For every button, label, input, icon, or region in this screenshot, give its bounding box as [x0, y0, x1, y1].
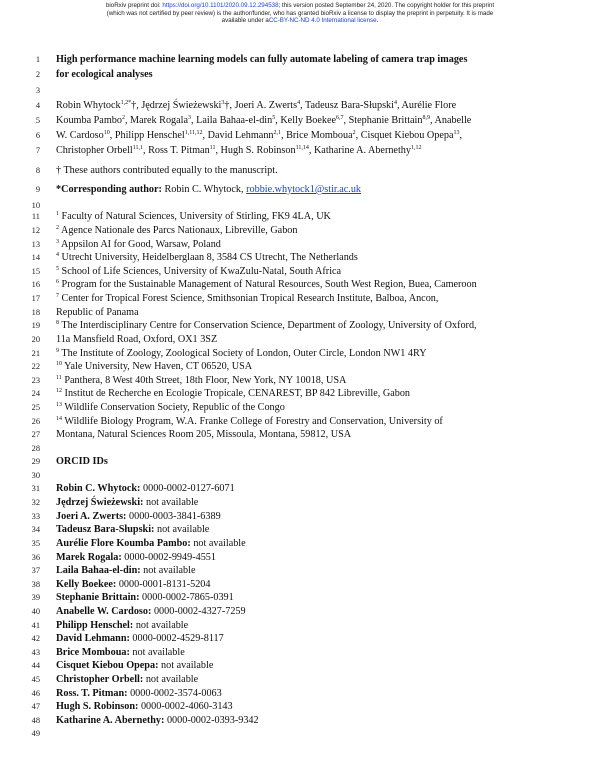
author-affil-sup: 2 — [121, 115, 125, 121]
author-sep: , — [275, 115, 281, 126]
author-sep: , — [430, 115, 435, 126]
author-sep: , — [355, 130, 361, 141]
author-name: Marek Rogala — [130, 115, 189, 126]
orcid-entry — [0, 564, 600, 578]
line-number: 27 — [31, 430, 40, 439]
affiliation-text: The Interdisciplinary Centre for Conservation Science, Department of Zoology, University of Oxford, — [61, 320, 477, 331]
author-name: Tadeusz Bara-Słupski — [305, 100, 394, 111]
author-affil-sup: 13 — [453, 130, 460, 136]
author-sep: , — [300, 100, 306, 111]
line-number: 22 — [31, 362, 40, 371]
author-affil-sup: 1,11,12 — [184, 130, 203, 136]
line-number: 11 — [31, 212, 40, 221]
affiliation-text: Program for the Sustainable Management of Natural Resources, South West Region, Buea, Cameroon — [61, 279, 477, 290]
affiliation-sup: 7 — [56, 293, 59, 299]
author-line-3 — [0, 129, 600, 143]
line-number: 24 — [31, 389, 40, 398]
affiliation-continued: Montana, Natural Sciences Room 205, Missoula, Montana, 59812, USA — [56, 429, 352, 440]
header-text: bioRxiv preprint doi: — [105, 2, 163, 9]
author-affil-sup: 11,14 — [295, 145, 309, 151]
doi-link[interactable]: https://doi.org/10.1101/2020.09.12.294538 — [162, 2, 279, 9]
orcid-entry — [0, 551, 600, 565]
author-sep: †, — [131, 100, 142, 111]
orcid-name: Philipp Henschel: — [56, 620, 134, 631]
affiliation-text: Panthera, 8 West 40th Street, 18th Floor, New York, NY 10018, USA — [64, 375, 347, 386]
orcid-name: Anabelle W. Cardoso: — [56, 606, 152, 617]
orcid-entry — [0, 496, 600, 510]
author-line-2 — [0, 114, 600, 128]
affiliation-text: Institut de Recherche en Ecologie Tropicale, CENAREST, BP 842 Libreville, Gabon — [64, 388, 411, 399]
orcid-id: not available — [129, 647, 185, 658]
author-sep: , — [308, 145, 314, 156]
line-number: 10 — [31, 201, 40, 210]
orcid-entry — [0, 659, 600, 673]
author-sep: , — [215, 145, 221, 156]
affiliation — [0, 360, 600, 374]
author-name: Robin Whytock — [56, 100, 121, 111]
line-number: 32 — [31, 498, 40, 507]
affiliation-sup: 14 — [56, 416, 62, 422]
header-text: ; this version posted September 24, 2020. The copyright holder for this preprint — [278, 2, 495, 9]
orcid-entry — [0, 523, 600, 537]
title-line-1: High performance machine learning models can fully automate labeling of camera trap images — [56, 54, 468, 65]
author-affil-sup: 8,9 — [422, 115, 430, 121]
line-number: 31 — [31, 484, 40, 493]
affiliation-sup: 9 — [56, 348, 59, 354]
orcid-id: not available — [140, 565, 196, 576]
author-affil-sup: 11,1 — [132, 145, 143, 151]
equal-contribution-note: † These authors contributed equally to the manuscript. — [56, 165, 278, 176]
orcid-name: Cisquet Kiebou Opepa: — [56, 660, 159, 671]
line-number: 6 — [35, 131, 40, 140]
orcid-name: Laila Bahaa-el-din: — [56, 565, 141, 576]
author-sep: , — [202, 130, 208, 141]
orcid-entry — [0, 632, 600, 646]
title-line-2: for ecological analyses — [56, 69, 153, 80]
author-line-1 — [0, 99, 600, 113]
orcid-name: Hugh S. Robinson: — [56, 701, 139, 712]
orcid-name: Brice Momboua: — [56, 647, 130, 658]
affiliation-sup: 8 — [56, 320, 59, 326]
affiliation-text: Agence Nationale des Parcs Nationaux, Libreville, Gabon — [60, 225, 298, 236]
affiliation-text: Appsilon AI for Good, Warsaw, Poland — [60, 239, 221, 250]
affiliation-sup: 13 — [56, 402, 62, 408]
license-link[interactable]: CC-BY-NC-ND 4.0 International license — [268, 17, 377, 25]
author-name: Laila Bahaa-el-din — [196, 115, 273, 126]
orcid-name: Christopher Orbell: — [56, 674, 144, 685]
orcid-heading: ORCID IDs — [56, 456, 108, 467]
author-affil-sup: 2 — [352, 130, 356, 136]
author-name: Kelly Boekee — [280, 115, 337, 126]
line-number: 1 — [35, 55, 40, 64]
affiliation-text: Faculty of Natural Sciences, University of Stirling, FK9 4LA, UK — [61, 211, 331, 222]
orcid-id: 0000-0002-0393-9342 — [164, 715, 259, 726]
line-number: 46 — [31, 689, 40, 698]
line-number: 18 — [31, 308, 40, 317]
orcid-entry — [0, 619, 600, 633]
author-affil-sup: 4 — [297, 100, 301, 106]
author-sep: , — [281, 130, 287, 141]
affiliation — [0, 347, 600, 361]
orcid-entry — [0, 537, 600, 551]
orcid-entry — [0, 591, 600, 605]
orcid-id: 0000-0002-0127-6071 — [140, 483, 235, 494]
line-number: 19 — [31, 321, 40, 330]
orcid-entry — [0, 510, 600, 524]
orcid-name: David Lehmann: — [56, 633, 130, 644]
orcid-id: 0000-0002-4060-3143 — [138, 701, 233, 712]
line-number: 8 — [35, 166, 40, 175]
affiliation-text: Wildlife Conservation Society, Republic of the Congo — [64, 402, 285, 413]
line-number: 43 — [31, 648, 40, 657]
author-affil-sup: 4 — [394, 100, 397, 106]
author-affil-sup: 11 — [209, 145, 216, 151]
author-sep: , — [142, 145, 149, 156]
affiliation-sup: 3 — [56, 239, 59, 245]
affiliation-sup: 6 — [56, 279, 59, 285]
author-affil-sup: 5 — [272, 115, 276, 121]
affiliation — [0, 415, 600, 429]
orcid-entry — [0, 605, 600, 619]
author-name: David Lehmann — [207, 130, 274, 141]
orcid-name: Stephanie Brittain: — [56, 592, 140, 603]
line-number: 41 — [31, 621, 40, 630]
line-number: 26 — [31, 417, 40, 426]
author-name: Ross T. Pitman — [148, 145, 210, 156]
line-number: 35 — [31, 539, 40, 548]
orcid-id: 0000-0002-3574-0063 — [127, 688, 222, 699]
affiliation-continued: 11a Mansfield Road, Oxford, OX1 3SZ — [56, 334, 218, 345]
orcid-name: Joeri A. Zwerts: — [56, 511, 127, 522]
affiliation-sup: 10 — [56, 361, 62, 367]
orcid-id: 0000-0002-4327-7259 — [151, 606, 246, 617]
preprint-header — [0, 2, 600, 25]
affiliation — [0, 387, 600, 401]
affiliation-continued: Republic of Panama — [56, 307, 139, 318]
author-affil-sup: 6,7 — [336, 115, 344, 121]
affiliation-text: Yale University, New Haven, CT 06520, USA — [64, 361, 253, 372]
affiliation-sup: 4 — [56, 252, 59, 258]
line-number: 12 — [31, 226, 40, 235]
orcid-id: not available — [154, 524, 210, 535]
author-affil-sup: 1,12 — [410, 145, 422, 151]
corresponding-author — [0, 183, 600, 197]
author-affil-sup: 2,1 — [273, 130, 282, 136]
orcid-name: Aurélie Flore Koumba Pambo: — [56, 538, 191, 549]
author-sep: , — [109, 130, 115, 141]
orcid-entry — [0, 673, 600, 687]
author-name: Stephanie Brittain — [348, 115, 423, 126]
author-name: Anabelle — [434, 115, 472, 126]
orcid-id: 0000-0002-9949-4551 — [121, 552, 216, 563]
corresponding-label: *Corresponding author: — [56, 184, 162, 195]
affiliation — [0, 210, 600, 224]
affiliation-sup: 2 — [56, 225, 59, 231]
author-sep: , — [459, 130, 463, 141]
affiliation — [0, 224, 600, 238]
line-number: 28 — [31, 444, 40, 453]
orcid-id: not available — [143, 497, 199, 508]
affiliation-text: School of Life Sciences, University of KwaZulu-Natal, South Africa — [61, 266, 342, 277]
orcid-name: Jędrzej Świeżewski: — [56, 497, 144, 508]
line-number: 7 — [35, 146, 40, 155]
author-name: Christopher Orbell — [56, 145, 133, 156]
line-number: 13 — [31, 240, 40, 249]
line-number: 39 — [31, 593, 40, 602]
line-number: 25 — [31, 403, 40, 412]
orcid-entry — [0, 482, 600, 496]
author-name: Joeri A. Zwerts — [234, 100, 298, 111]
author-sep: , — [124, 115, 131, 126]
affiliation — [0, 251, 600, 265]
affiliation — [0, 401, 600, 415]
author-name: Cisquet Kiebou Opepa — [360, 130, 454, 141]
orcid-id: not available — [190, 538, 246, 549]
author-name: Aurélie Flore — [401, 100, 457, 111]
line-number: 48 — [31, 716, 40, 725]
orcid-id: not available — [143, 674, 199, 685]
affiliation — [0, 238, 600, 252]
header-text: available under a — [221, 17, 269, 25]
line-number: 40 — [31, 607, 40, 616]
preprint-header-line-3 — [0, 17, 600, 25]
line-number: 9 — [35, 185, 40, 194]
orcid-id: 0000-0003-3841-6389 — [126, 511, 221, 522]
affiliation — [0, 374, 600, 388]
author-affil-sup: 3 — [221, 100, 225, 106]
author-affil-sup: 10 — [103, 130, 110, 136]
affiliation-text: Wildlife Biology Program, W.A. Franke College of Forestry and Conservation, University of — [64, 416, 443, 427]
orcid-id: 0000-0001-8131-5204 — [116, 579, 211, 590]
orcid-entry — [0, 700, 600, 714]
preprint-header-line-1 — [0, 2, 600, 10]
line-number: 17 — [31, 294, 40, 303]
header-text: . — [376, 17, 379, 25]
orcid-entry — [0, 646, 600, 660]
line-number: 2 — [35, 70, 40, 79]
orcid-id: 0000-0002-4529-8117 — [129, 633, 224, 644]
orcid-name: Kelly Boekee: — [56, 579, 117, 590]
author-name: Koumba Pambo — [56, 115, 122, 126]
affiliation-text: Utrecht University, Heidelberglaan 8, 3584 CS Utrecht, The Netherlands — [61, 252, 358, 263]
affiliation — [0, 265, 600, 279]
preprint-header-line-2: (which was not certified by peer review) is the author/funder, who has granted bioRxiv a license to display the preprint in perpetuity. It is made — [106, 9, 494, 17]
affiliation-text: The Institute of Zoology, Zoological Society of London, Outer Circle, London NW1 4RY — [61, 348, 427, 359]
author-line-4 — [0, 144, 600, 158]
affiliation-text: Center for Tropical Forest Science, Smithsonian Tropical Research Institute, Balboa, Ancon, — [61, 293, 439, 304]
affiliation-sup: 5 — [56, 266, 59, 272]
line-number: 4 — [35, 101, 40, 110]
line-number: 21 — [31, 349, 40, 358]
line-number: 29 — [31, 457, 40, 466]
affiliation-sup: 11 — [56, 375, 62, 381]
line-number: 49 — [31, 729, 40, 738]
orcid-id: not available — [133, 620, 189, 631]
email-link[interactable]: robbie.whytock1@stir.ac.uk — [246, 184, 362, 195]
line-number: 38 — [31, 580, 40, 589]
orcid-name: Marek Rogala: — [56, 552, 122, 563]
orcid-entry — [0, 714, 600, 728]
line-number: 47 — [31, 702, 40, 711]
author-sep: , — [397, 100, 402, 111]
orcid-id: not available — [158, 660, 214, 671]
author-name: Hugh S. Robinson — [220, 145, 296, 156]
author-affil-sup: 1,2* — [120, 100, 132, 106]
line-number: 34 — [31, 525, 40, 534]
affiliation-sup: 1 — [56, 211, 59, 217]
orcid-name: Ross. T. Pitman: — [56, 688, 128, 699]
orcid-name: Robin C. Whytock: — [56, 483, 141, 494]
line-number: 5 — [35, 116, 40, 125]
affiliation-sup: 12 — [56, 388, 62, 394]
affiliation — [0, 292, 600, 306]
orcid-name: Katharine A. Abernethy: — [56, 715, 165, 726]
corresponding-name: Robin C. Whytock, — [161, 184, 247, 195]
author-name: Brice Momboua — [286, 130, 353, 141]
line-number: 33 — [31, 512, 40, 521]
line-number: 14 — [31, 253, 40, 262]
line-number: 30 — [31, 471, 40, 480]
line-number: 42 — [31, 634, 40, 643]
author-sep: , — [343, 115, 349, 126]
affiliation — [0, 278, 600, 292]
author-sep: , — [191, 115, 197, 126]
line-number: 15 — [31, 267, 40, 276]
line-number: 16 — [31, 280, 40, 289]
line-number: 37 — [31, 566, 40, 575]
author-name: Philipp Henschel — [114, 130, 185, 141]
author-name: Jędrzej Świeżewski — [141, 100, 222, 111]
line-number: 45 — [31, 675, 40, 684]
affiliation — [0, 319, 600, 333]
author-sep: †, — [224, 100, 235, 111]
line-number: 23 — [31, 376, 40, 385]
orcid-id: 0000-0002-7865-0391 — [139, 592, 234, 603]
line-number: 36 — [31, 553, 40, 562]
orcid-entry — [0, 687, 600, 701]
orcid-name: Tadeusz Bara-Słupski: — [56, 524, 155, 535]
author-name: W. Cardoso — [56, 130, 104, 141]
author-name: Katharine A. Abernethy — [313, 145, 411, 156]
line-number: 3 — [35, 86, 40, 95]
line-number: 44 — [31, 661, 40, 670]
line-number: 20 — [31, 335, 40, 344]
author-affil-sup: 3 — [188, 115, 192, 121]
orcid-entry — [0, 578, 600, 592]
